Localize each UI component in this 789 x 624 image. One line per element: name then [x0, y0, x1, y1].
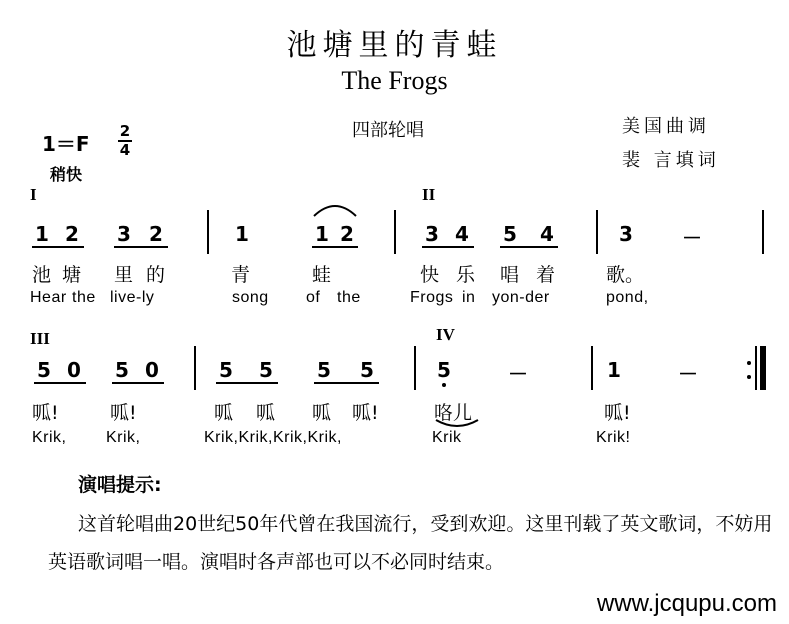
- song-title-chinese: 池塘里的青蛙: [286, 28, 503, 63]
- lyric-en: Frogs: [410, 289, 454, 306]
- lyric-cn: 唱: [500, 264, 520, 286]
- lyric-en: yon-der: [492, 289, 550, 306]
- time-signature-bottom: 4: [119, 141, 131, 159]
- note: 4: [540, 222, 554, 246]
- lyric-en: Krik,: [106, 429, 141, 446]
- beam: [34, 382, 86, 384]
- lyric-cn: 塘: [62, 264, 82, 286]
- note: 5: [503, 222, 517, 246]
- beam: [422, 246, 474, 248]
- lyric-en: Krik!: [596, 429, 631, 446]
- part-label-2: II: [422, 185, 436, 204]
- bar-line: [755, 346, 757, 390]
- lyric-cn: 呱!: [604, 402, 631, 424]
- repeat-dot: [747, 375, 751, 379]
- beam: [312, 246, 358, 248]
- lyric-en: song: [232, 289, 269, 306]
- lyric-cn: 乐: [456, 264, 476, 286]
- lyric-en: Hear: [30, 289, 67, 306]
- credit-lyricist: 裴 言填词: [622, 150, 720, 171]
- note: 5: [115, 358, 129, 382]
- lyric-cn: 咯儿: [434, 402, 473, 424]
- note: 1: [235, 222, 249, 246]
- time-signature: [118, 124, 132, 158]
- sustain-dash: －: [508, 362, 528, 386]
- lyric-en: Krik,: [32, 429, 67, 446]
- beam: [216, 382, 278, 384]
- lyric-en: Krik,Krik,Krik,Krik,: [204, 429, 342, 446]
- part-label-4: IV: [436, 325, 455, 344]
- part-label-1: I: [30, 185, 37, 204]
- lyric-cn: 呱!: [32, 402, 59, 424]
- lyric-en: in: [462, 289, 476, 306]
- note: 0: [67, 358, 81, 382]
- note: 4: [455, 222, 469, 246]
- song-subtitle: 四部轮唱: [352, 120, 424, 141]
- lyric-cn: 蛙: [312, 264, 332, 286]
- bar-line: [194, 346, 196, 390]
- bar-line: [596, 210, 598, 254]
- bar-line: [207, 210, 209, 254]
- note: 5: [437, 358, 451, 382]
- lyric-cn: 呱!: [110, 402, 137, 424]
- lyric-cn: 着: [536, 264, 556, 286]
- lyric-cn: 的: [146, 264, 166, 286]
- lyric-cn: 快: [420, 264, 440, 286]
- beam: [314, 382, 379, 384]
- note: 5: [37, 358, 51, 382]
- sustain-dash: －: [682, 226, 702, 250]
- repeat-dot: [747, 361, 751, 365]
- song-title-english: The Frogs: [341, 66, 448, 95]
- beam: [114, 246, 168, 248]
- note: 5: [360, 358, 374, 382]
- lyric-cn: 里: [114, 264, 134, 286]
- sustain-dash: －: [678, 362, 698, 386]
- bar-line: [414, 346, 416, 390]
- lyric-cn: 呱: [214, 402, 234, 424]
- bar-line: [591, 346, 593, 390]
- note: 2: [340, 222, 354, 246]
- beam: [112, 382, 164, 384]
- tempo-marking: 稍快: [50, 165, 83, 184]
- lyric-en: the: [337, 289, 361, 306]
- time-signature-top: 2: [119, 122, 131, 140]
- note: 1: [607, 358, 621, 382]
- note: 1: [35, 222, 49, 246]
- lyric-en: Krik: [432, 429, 462, 446]
- key-signature: 1＝F: [42, 132, 90, 156]
- final-bar-line: [760, 346, 766, 390]
- note: 5: [259, 358, 273, 382]
- note: 3: [619, 222, 633, 246]
- credit-origin: 美国曲调: [622, 116, 710, 137]
- lyric-en: the: [72, 289, 96, 306]
- lyric-cn: 呱!: [352, 402, 379, 424]
- tips-body: 这首轮唱曲20世纪50年代曾在我国流行，受到欢迎。这里刊载了英文歌词，不妨用英语歌词唱一唱。演唱时各声部也可以不必同时结束。: [48, 513, 773, 573]
- lower-octave-dot: [442, 383, 446, 387]
- lyric-en: live-ly: [110, 289, 155, 306]
- note: 2: [65, 222, 79, 246]
- beam: [32, 246, 84, 248]
- tips-title: 演唱提示:: [78, 474, 162, 496]
- note: 5: [219, 358, 233, 382]
- note: 1: [315, 222, 329, 246]
- part-label-3: III: [30, 329, 50, 348]
- lyric-cn: 呱: [256, 402, 276, 424]
- lyric-cn: 青: [231, 264, 251, 286]
- note: 2: [149, 222, 163, 246]
- note: 0: [145, 358, 159, 382]
- note: 5: [317, 358, 331, 382]
- lyric-cn: 池: [32, 264, 52, 286]
- slur: [312, 200, 358, 218]
- lyric-en: of: [306, 289, 321, 306]
- note: 3: [117, 222, 131, 246]
- watermark: www.jcqupu.com: [596, 590, 777, 617]
- lyric-cn: 歌。: [606, 264, 645, 286]
- bar-line: [762, 210, 764, 254]
- beam: [500, 246, 558, 248]
- bar-line: [394, 210, 396, 254]
- lyric-en: pond,: [606, 289, 649, 306]
- note: 3: [425, 222, 439, 246]
- lyric-cn: 呱: [312, 402, 332, 424]
